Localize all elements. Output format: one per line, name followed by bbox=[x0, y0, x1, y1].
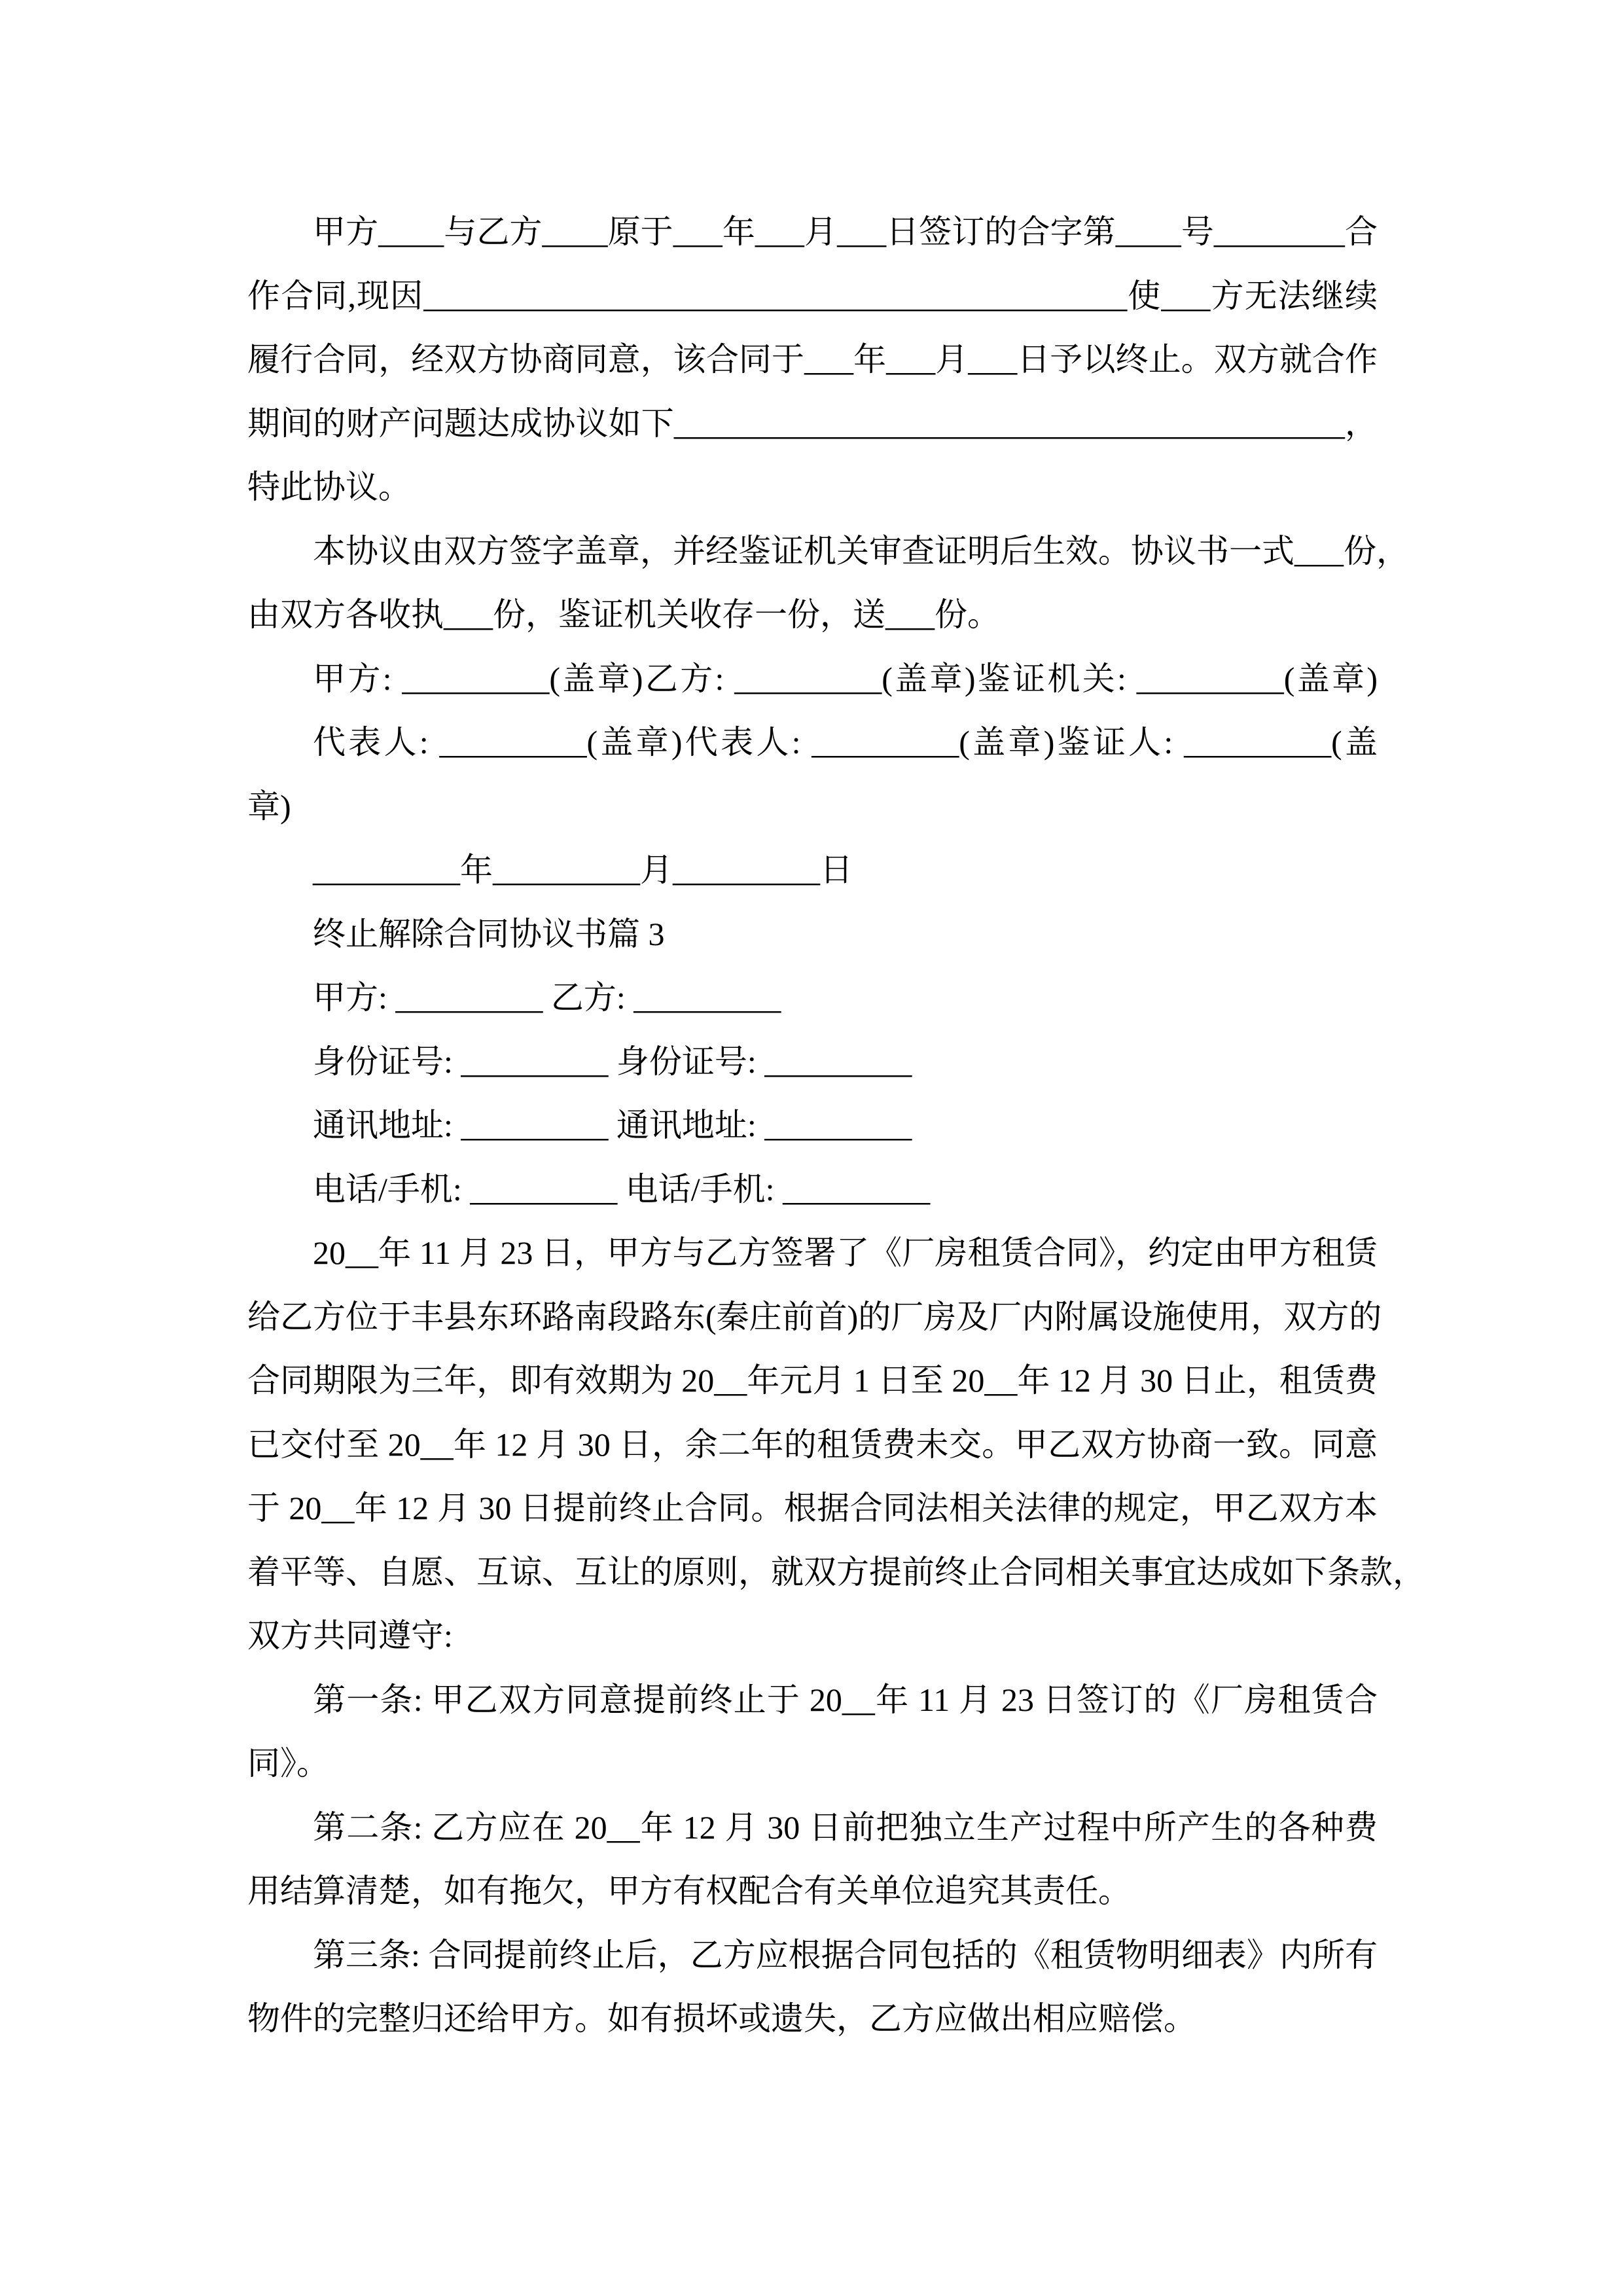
text-line: 章) bbox=[247, 787, 291, 825]
text-line: 电话/手机: _________ 电话/手机: _________ bbox=[313, 1170, 931, 1208]
text-line: 甲方: _________ 乙方: _________ bbox=[313, 979, 781, 1016]
text-line: 20__年 11 月 23 日，甲方与乙方签署了《厂房租赁合同》，约定由甲方租赁 bbox=[313, 1234, 1378, 1271]
text-line: 双方共同遵守: bbox=[247, 1617, 453, 1654]
text-line: 本协议由双方签字盖章，并经鉴证机关审查证明后生效。协议书一式___份， bbox=[313, 532, 1409, 569]
text-line: 物件的完整归还给甲方。如有损坏或遗失，乙方应做出相应赔偿。 bbox=[247, 2000, 1196, 2037]
document-text-block bbox=[247, 200, 1425, 2051]
text-line: 期间的财产问题达成协议如下_________________________________________， bbox=[247, 404, 1378, 442]
text-line: 已交付至 20__年 12 月 30 日，余二年的租赁费未交。甲乙双方协商一致。同意 bbox=[247, 1426, 1378, 1463]
text-line: 合同期限为三年，即有效期为 20__年元月 1 日至 20__年 12 月 30 日止，租赁费 bbox=[247, 1362, 1378, 1399]
text-line: 特此协议。 bbox=[247, 469, 411, 505]
text-line: 第三条: 合同提前终止后，乙方应根据合同包括的《租赁物明细表》内所有 bbox=[313, 1936, 1378, 1973]
text-line: 履行合同，经双方协商同意，该合同于___年___月___日予以终止。双方就合作 bbox=[247, 341, 1378, 378]
text-line: 用结算清楚，如有拖欠，甲方有权配合有关单位追究其责任。 bbox=[247, 1873, 1131, 1909]
text-line: 甲方: _________(盖章)乙方: _________(盖章)鉴证机关: _________(盖章) bbox=[313, 660, 1378, 697]
text-line: 给乙方位于丰县东环路南段路东(秦庄前首)的厂房及厂内附属设施使用，双方的 bbox=[247, 1298, 1382, 1335]
text-line: 着平等、自愿、互谅、互让的原则，就双方提前终止合同相关事宜达成如下条款， bbox=[247, 1553, 1425, 1590]
section-heading-line: 终止解除合同协议书篇 3 bbox=[313, 915, 665, 952]
text-line: 作合同,现因___________________________________________使___方无法继续 bbox=[247, 277, 1378, 314]
text-line: _________年_________月_________日 bbox=[313, 852, 853, 888]
text-line: 同》。 bbox=[247, 1745, 329, 1782]
text-line: 身份证号: _________ 身份证号: _________ bbox=[313, 1043, 912, 1080]
text-line: 代表人: _________(盖章)代表人: _________(盖章)鉴证人: _________(盖 bbox=[313, 724, 1378, 761]
text-line: 第一条: 甲乙双方同意提前终止于 20__年 11 月 23 日签订的《厂房租赁合 bbox=[313, 1681, 1378, 1718]
text-line: 由双方各收执___份，鉴证机关收存一份，送___份。 bbox=[247, 596, 1000, 633]
text-line: 通讯地址: _________ 通讯地址: _________ bbox=[313, 1107, 912, 1143]
text-line: 甲方____与乙方____原于___年___月___日签订的合字第____号________合 bbox=[313, 213, 1378, 250]
text-line: 于 20__年 12 月 30 日提前终止合同。根据合同法相关法律的规定，甲乙双方本 bbox=[247, 1490, 1378, 1526]
text-line: 第二条: 乙方应在 20__年 12 月 30 日前把独立生产过程中所产生的各种费 bbox=[313, 1808, 1378, 1846]
